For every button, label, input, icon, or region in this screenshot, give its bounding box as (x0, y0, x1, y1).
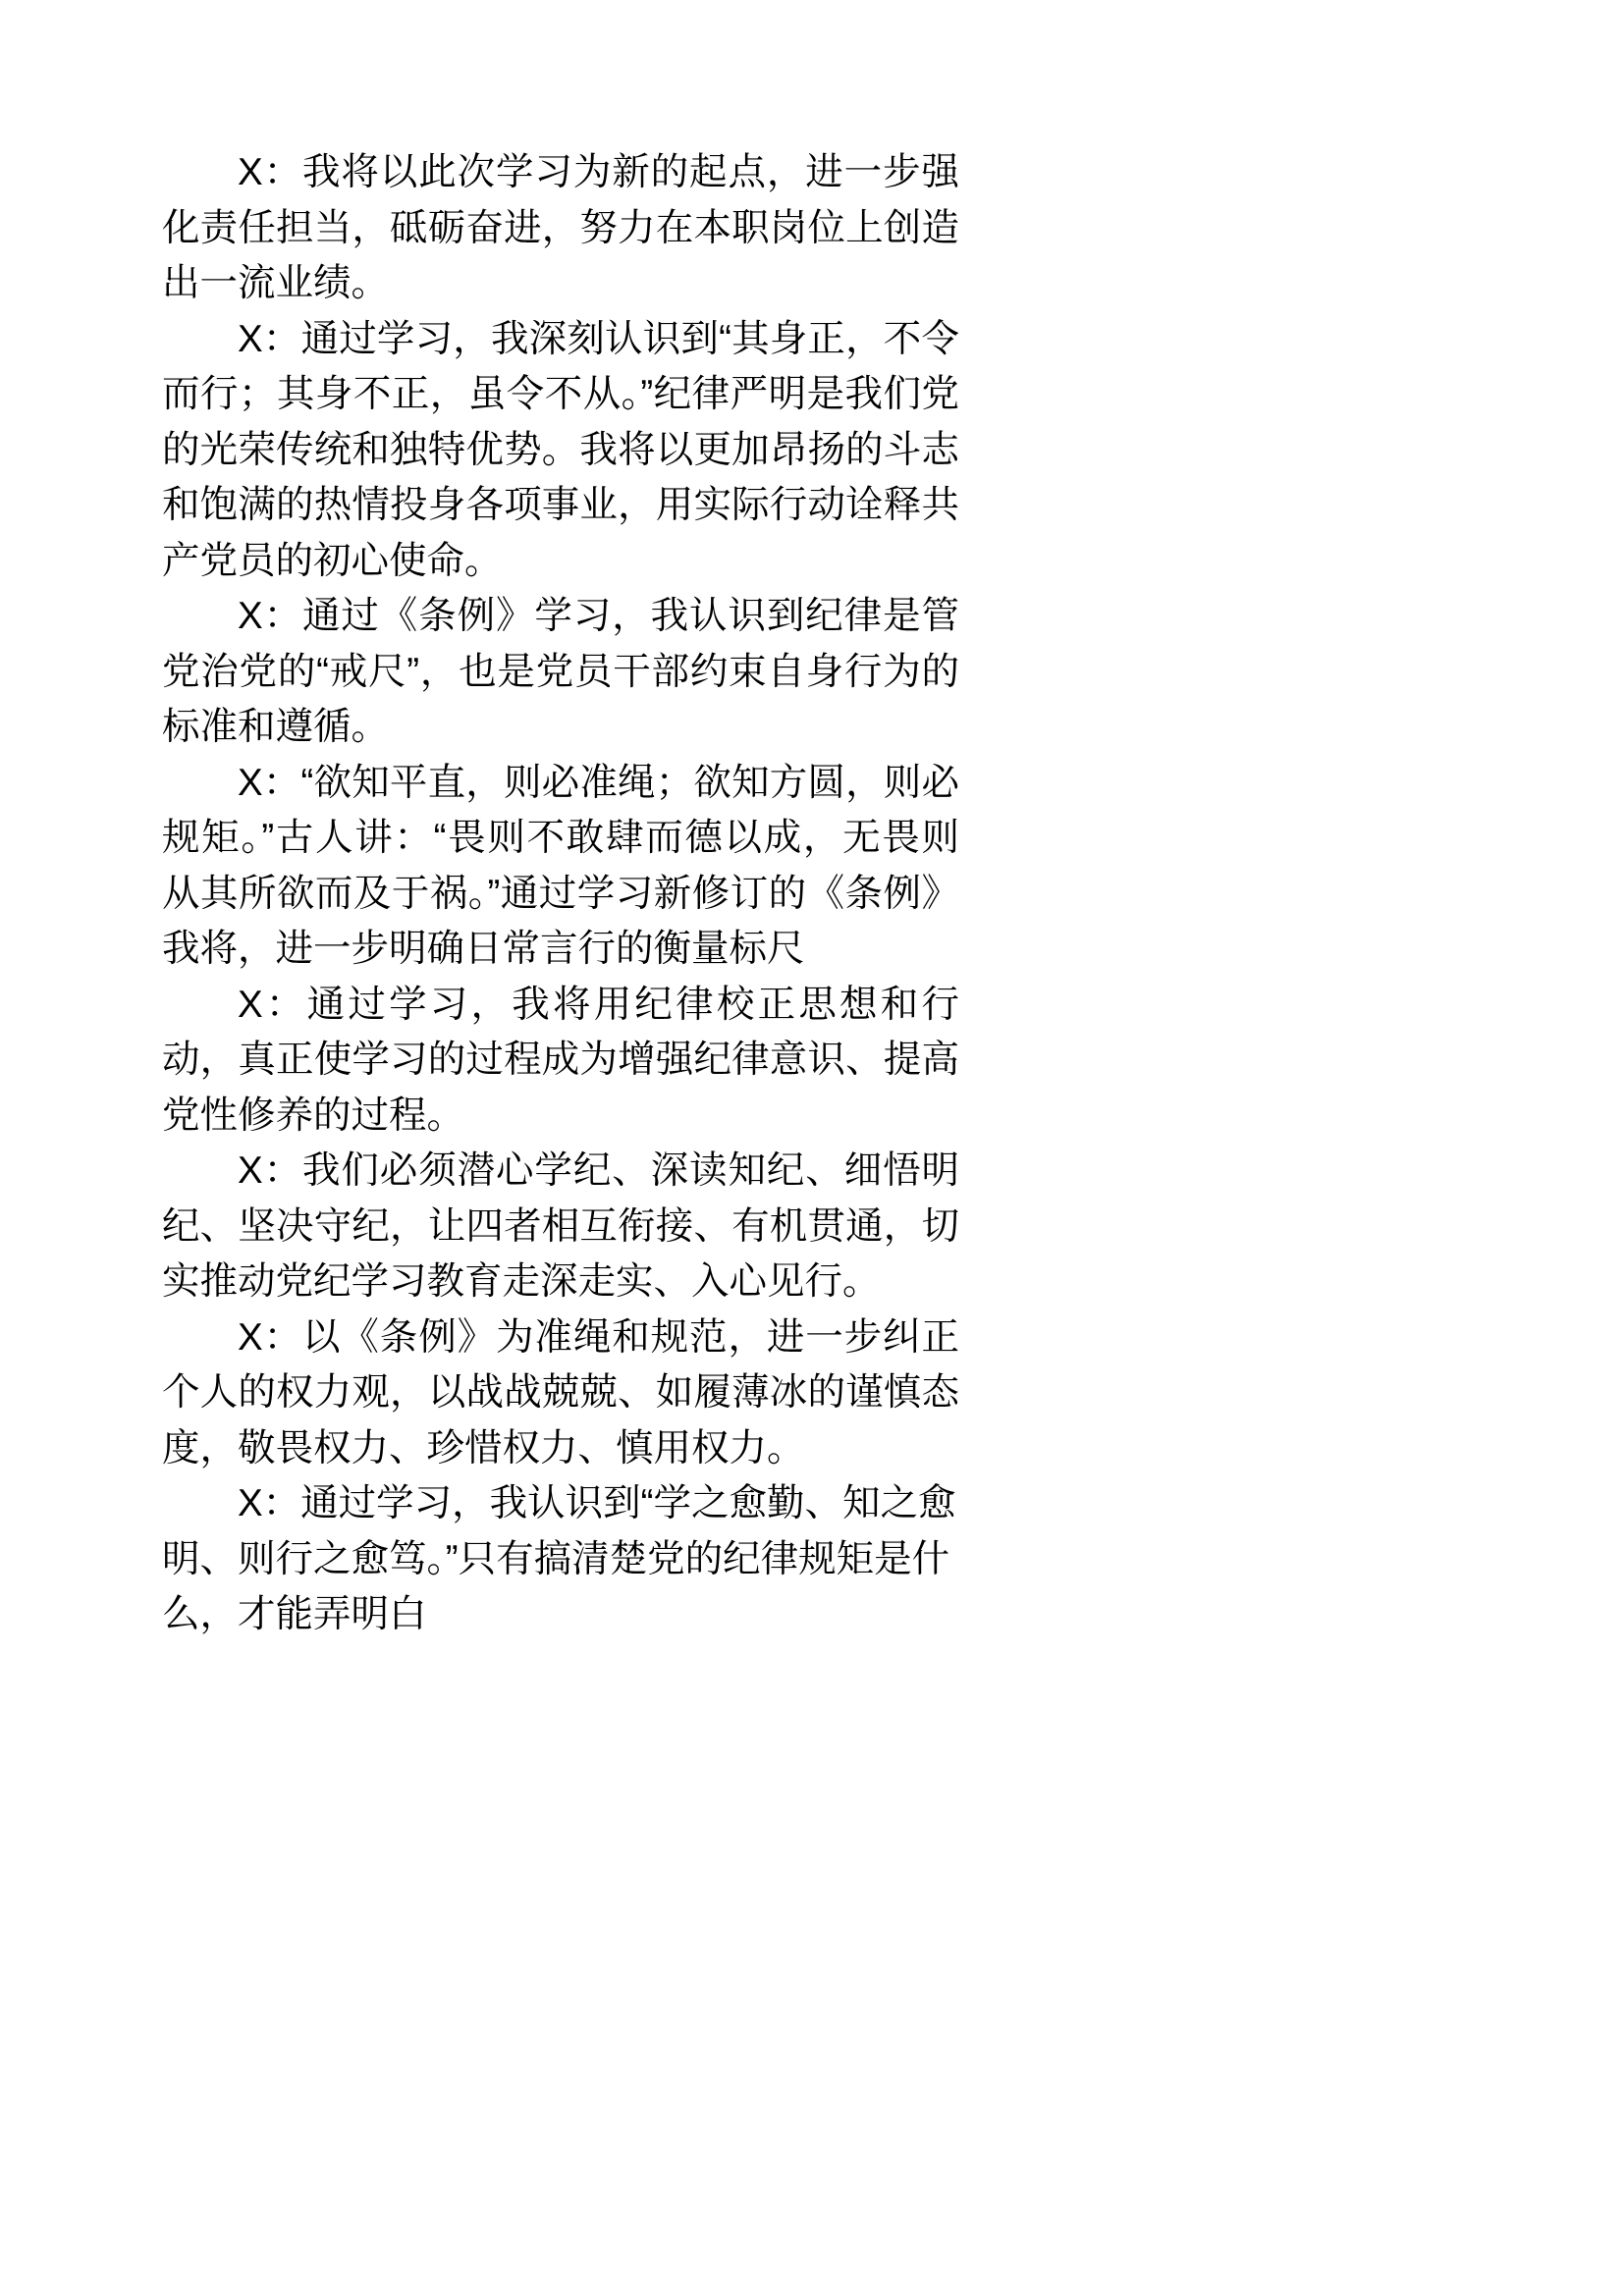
paragraph: X：通过《条例》学习，我认识到纪律是管党治党的“戒尺”，也是党员干部约束自身行为的标准和遵循。 (162, 595, 959, 748)
paragraph: X：以《条例》为准绳和规范，进一步纠正个人的权力观，以战战兢兢、如履薄冰的谨慎态度，敬畏权力、珍惜权力、慎用权力。 (162, 1315, 959, 1469)
paragraph: X：通过学习，我深刻认识到“其身正，不令而行；其身不正，虽令不从。”纪律严明是我们党的光荣传统和独特优势。我将以更加昂扬的斗志和饱满的热情投身各项事业，用实际行动诠释共产党员的初心使命。 (162, 317, 959, 582)
document-body (162, 145, 959, 1643)
paragraph: X：通过学习，我将用纪律校正思想和行动，真正使学习的过程成为增强纪律意识、提高党性修养的过程。 (162, 983, 959, 1137)
paragraph: X：通过学习，我认识到“学之愈勤、知之愈明、则行之愈笃。”只有搞清楚党的纪律规矩是什么，才能弄明白 (162, 1482, 956, 1635)
paragraph: X：“欲知平直，则必准绳；欲知方圆，则必规矩。”古人讲：“畏则不敢肆而德以成，无畏则从其所欲而及于祸。”通过学习新修订的《条例》我将，进一步明确日常言行的衡量标尺 (162, 761, 959, 970)
paragraph: X：我们必须潜心学纪、深读知纪、细悟明纪、坚决守纪，让四者相互衔接、有机贯通，切实推动党纪学习教育走深走实、入心见行。 (162, 1149, 959, 1303)
paragraph: X：我将以此次学习为新的起点，进一步强化责任担当，砥砺奋进，努力在本职岗位上创造出一流业绩。 (162, 151, 959, 304)
